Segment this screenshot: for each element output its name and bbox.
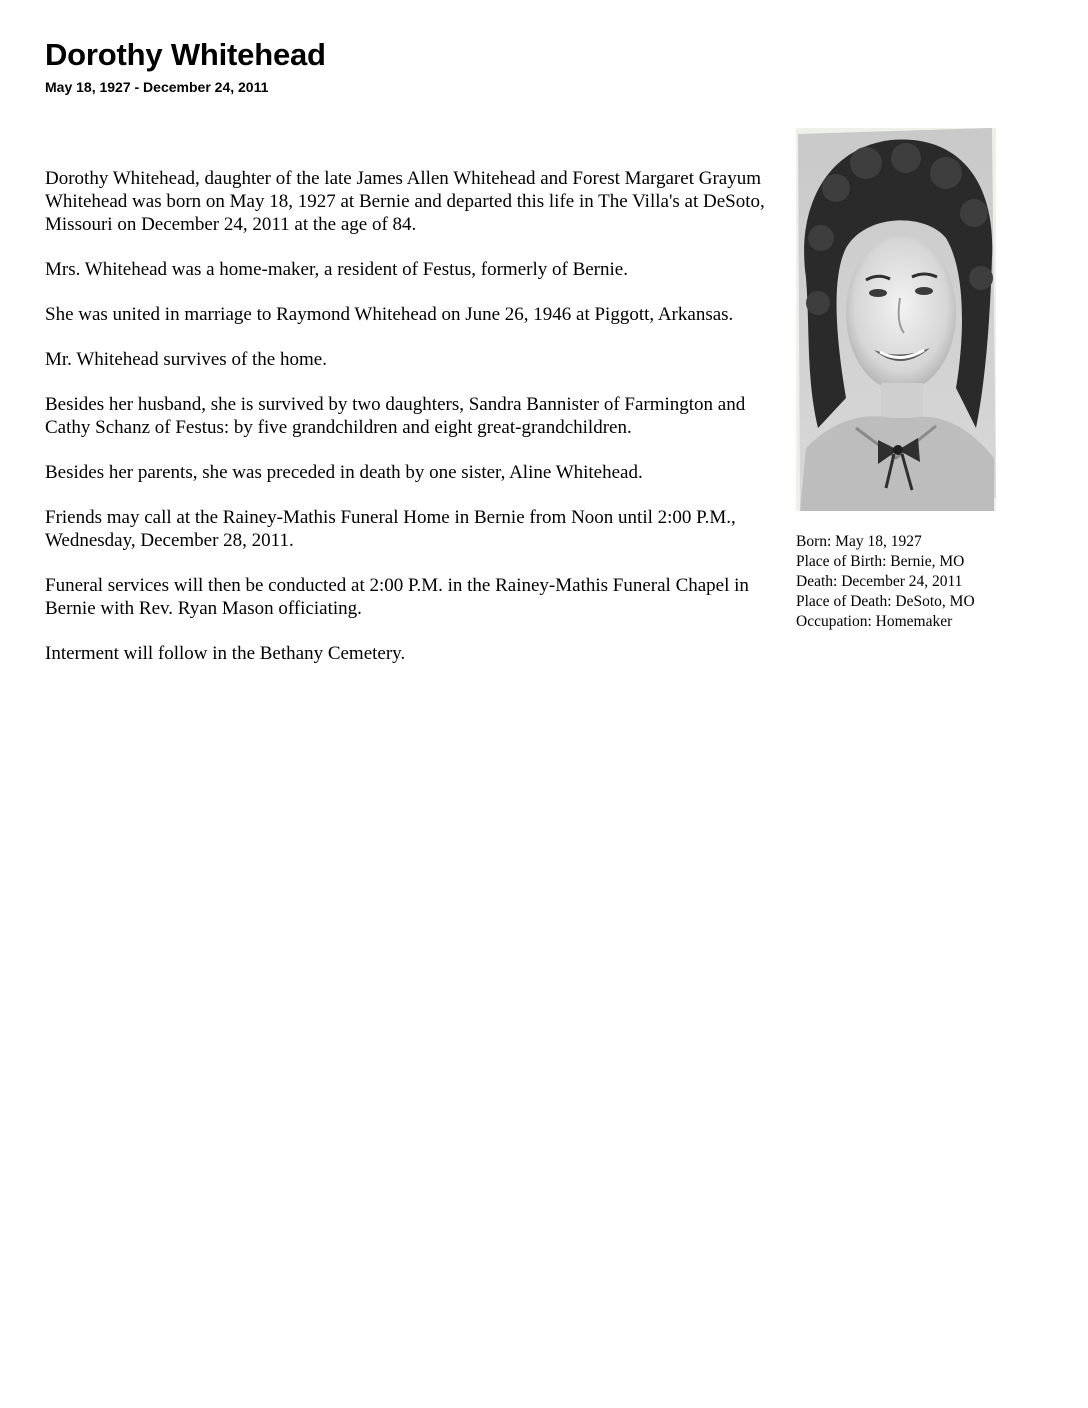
fact-place-of-death: Place of Death: DeSoto, MO <box>796 593 975 610</box>
portrait-image <box>796 128 996 511</box>
fact-occupation: Occupation: Homemaker <box>796 613 953 630</box>
fact-place-of-birth: Place of Birth: Bernie, MO <box>796 553 965 570</box>
page-title: Dorothy Whitehead <box>45 37 326 72</box>
obituary-paragraph: Mr. Whitehead survives of the home. <box>45 349 327 370</box>
obituary-paragraph: Besides her husband, she is survived by two daughters, Sandra Bannister of Farmington and Cathy Schanz of Festus: by five grandchildren and eight great-grandchildren. <box>45 394 746 438</box>
fact-born: Born: May 18, 1927 <box>796 533 922 550</box>
obituary-text <box>45 167 780 687</box>
fact-death: Death: December 24, 2011 <box>796 573 963 590</box>
obituary-paragraph: She was united in marriage to Raymond Whitehead on June 26, 1946 at Piggott, Arkansas. <box>45 304 734 325</box>
obituary-paragraph: Dorothy Whitehead, daughter of the late James Allen Whitehead and Forest Margaret Grayum Whitehead was born on May 18, 1927 at Bernie and departed this life in The Villa's at DeSoto, Missouri on December 24, 2011 at the age of 84. <box>45 168 765 235</box>
obituary-paragraph: Friends may call at the Rainey-Mathis Funeral Home in Bernie from Noon until 2:00 P.M., Wednesday, December 28, 2011. <box>45 507 736 551</box>
obituary-paragraph: Besides her parents, she was preceded in death by one sister, Aline Whitehead. <box>45 462 643 483</box>
life-dates: May 18, 1927 - December 24, 2011 <box>45 79 269 95</box>
obituary-paragraph: Funeral services will then be conducted at 2:00 P.M. in the Rainey-Mathis Funeral Chapel in Bernie with Rev. Ryan Mason officiating. <box>45 575 749 619</box>
portrait-photo <box>796 128 996 511</box>
obituary-paragraph: Mrs. Whitehead was a home-maker, a resident of Festus, formerly of Bernie. <box>45 259 628 280</box>
obituary-paragraph: Interment will follow in the Bethany Cemetery. <box>45 643 406 664</box>
vital-facts <box>796 532 1076 632</box>
